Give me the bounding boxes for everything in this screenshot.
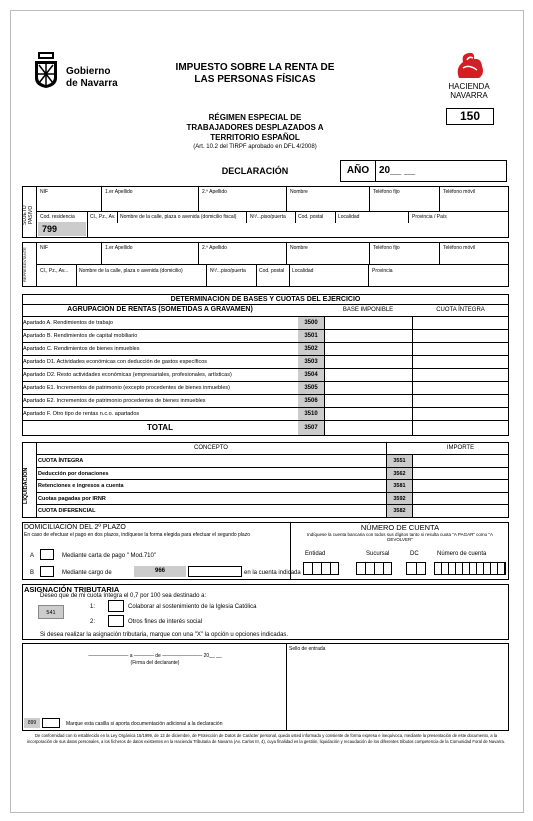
- navarra-coat-of-arms-icon: [33, 52, 59, 88]
- cuenta-entidad-input[interactable]: [303, 562, 339, 575]
- bases-total-label: TOTAL: [147, 423, 173, 432]
- cuenta-dc-input[interactable]: [406, 562, 426, 575]
- bases-row-label: Apartado A. Rendimientos de trabajo: [23, 320, 113, 326]
- base-imponible-input[interactable]: [325, 330, 412, 342]
- bases-row-label: Apartado D2. Resto actividades económicas (empresariales, profesionales, artísticas): [23, 372, 232, 378]
- domiciliacion-opt-b-letter: B: [30, 570, 35, 576]
- asignacion-opt1-text: Colaborar al sostenimiento de la Iglesia Católica: [128, 604, 257, 610]
- firma-line[interactable]: ———————— a ———— de ———————— 20__ __: [88, 653, 222, 659]
- domiciliacion-title: DOMICILIACIÓN DEL 2º PLAZO: [24, 524, 126, 531]
- declaration-label: DECLARACIÓN: [221, 166, 289, 176]
- rep-nombre[interactable]: Nombre: [290, 245, 308, 251]
- liquidacion-row-label: Deducción por donaciones: [38, 470, 109, 477]
- cuota-integra-input[interactable]: [413, 408, 508, 420]
- domiciliacion-opt-a-checkbox[interactable]: [40, 549, 54, 560]
- sujeto-pasivo-side-label: SUJETO PASIVO: [22, 205, 34, 225]
- domiciliacion-opt-a-letter: A: [30, 553, 35, 559]
- bases-col-base: BASE IMPONIBLE: [342, 307, 394, 313]
- sujeto-cod-postal[interactable]: Cod. postal: [298, 214, 324, 220]
- liquidacion-row-label: CUOTA DIFERENCIAL: [38, 508, 96, 515]
- sujeto-tel-movil[interactable]: Teléfono móvil: [443, 189, 475, 195]
- bases-row: [22, 382, 509, 395]
- bases-row-code: 3505: [298, 382, 324, 394]
- sujeto-pasivo-section: [22, 186, 509, 238]
- domiciliacion-opt-b-checkbox[interactable]: [40, 566, 54, 577]
- base-imponible-input[interactable]: [325, 408, 412, 420]
- bases-row: [22, 356, 509, 369]
- bases-row-code: 3510: [298, 408, 324, 420]
- rep-nif[interactable]: NIF: [40, 245, 49, 251]
- bases-title: DETERMINACIÓN DE BASES Y CUOTAS DEL EJERCICIO: [22, 295, 509, 305]
- year-input[interactable]: 20__ __: [375, 160, 507, 182]
- asignacion-opt1-checkbox[interactable]: [108, 600, 124, 612]
- liquidacion-row-code: 3581: [387, 480, 412, 492]
- domiciliacion-opt-b-text: Mediante cargo de: [62, 570, 112, 576]
- domiciliacion-opt-b-suffix: en la cuenta indicada: [244, 570, 301, 576]
- representante-side-label: REPRESENTANTE: [22, 247, 27, 283]
- doc-checkbox[interactable]: [42, 718, 60, 728]
- base-imponible-input[interactable]: [325, 317, 412, 329]
- liquidacion-row: [36, 505, 509, 518]
- bases-row-label: Apartado E1. Incrementos de patrimonio (excepto procedentes de bienes inmuebles): [23, 385, 230, 391]
- sujeto-apellido1[interactable]: 1.er Apellido: [105, 189, 133, 195]
- domiciliacion-amount-input[interactable]: [188, 566, 242, 577]
- doc-code: 899: [24, 718, 40, 728]
- bases-row-label: Apartado B. Rendimientos de capital mobiliario: [23, 333, 138, 339]
- cuota-integra-input[interactable]: [413, 330, 508, 342]
- bases-row: [22, 317, 509, 330]
- sujeto-tel-fijo[interactable]: Teléfono fijo: [373, 189, 400, 195]
- cuenta-sucursal-label: Sucursal: [366, 551, 390, 557]
- base-imponible-input[interactable]: [325, 369, 412, 381]
- bases-row-code: 3500: [298, 317, 324, 329]
- sujeto-cod-residencia: Cod. residencia: [40, 214, 75, 220]
- bases-col-cuota: CUOTA ÍNTEGRA: [436, 307, 485, 313]
- liquidacion-row: [36, 480, 509, 493]
- asignacion-title: ASIGNACIÓN TRIBUTARIA: [24, 585, 120, 594]
- bases-row-code: 3502: [298, 343, 324, 355]
- liquidacion-row-label: Retenciones e ingresos a cuenta: [38, 483, 124, 490]
- hacienda-line1: HACIENDA: [448, 82, 490, 91]
- bases-total-code: 3507: [298, 421, 324, 435]
- asignacion-code: 541: [38, 605, 64, 619]
- sujeto-nombre-calle[interactable]: Nombre de la calle, plaza o avenida (domicilio fiscal): [120, 214, 237, 220]
- base-imponible-input[interactable]: [325, 382, 412, 394]
- bases-row: [22, 343, 509, 356]
- cuota-integra-input[interactable]: [413, 369, 508, 381]
- cuenta-numero-label: Número de cuenta: [437, 551, 487, 557]
- cuenta-sucursal-input[interactable]: [356, 562, 392, 575]
- base-imponible-input[interactable]: [325, 343, 412, 355]
- importe-input[interactable]: [413, 480, 509, 492]
- rep-cod-postal[interactable]: Cod. postal: [259, 268, 285, 274]
- firma-caption: (Firma del declarante): [130, 660, 180, 666]
- rep-provincia[interactable]: Provincia: [372, 268, 393, 274]
- hacienda-logo-icon: [449, 50, 489, 80]
- asignacion-opt1-num: 1:: [90, 604, 96, 610]
- bases-row: [22, 395, 509, 408]
- cuenta-dc-label: DC: [410, 551, 419, 557]
- bases-row-label: Apartado F. Otro tipo de rentas n.c.o. apartados: [23, 411, 140, 417]
- base-imponible-input[interactable]: [325, 356, 412, 368]
- bases-row-code: 3504: [298, 369, 324, 381]
- hacienda-line2: NAVARRA: [450, 91, 488, 100]
- liquidacion-row-code: 3551: [387, 455, 412, 467]
- cuota-integra-input[interactable]: [413, 395, 508, 407]
- liquidacion-row-label: Cuotas pagadas por IRNR: [38, 495, 106, 502]
- rep-cl-pz-av[interactable]: Cl., Pz., Av...: [40, 268, 69, 274]
- cuota-integra-input[interactable]: [413, 382, 508, 394]
- liquidacion-row-code: 3582: [387, 505, 412, 517]
- model-number-box: 150: [446, 108, 494, 125]
- importe-input[interactable]: [413, 468, 509, 480]
- sujeto-apellido2[interactable]: 2.º Apellido: [202, 189, 227, 195]
- sujeto-nombre[interactable]: Nombre: [290, 189, 308, 195]
- sujeto-num-piso[interactable]: Nº/...piso/puerta: [250, 214, 286, 220]
- domiciliacion-opt-b-code: 966: [134, 566, 186, 577]
- domiciliacion-opt-a-text: Mediante carta de pago " Mod.710": [62, 553, 156, 559]
- cuota-integra-input[interactable]: [413, 356, 508, 368]
- sujeto-localidad[interactable]: Localidad: [338, 214, 360, 220]
- liquidacion-col-concepto: CONCEPTO: [194, 445, 228, 451]
- bases-row-code: 3503: [298, 356, 324, 368]
- liquidacion-row: [36, 493, 509, 506]
- rep-tel-fijo[interactable]: Teléfono fijo: [373, 245, 400, 251]
- bases-row-code: 3506: [298, 395, 324, 407]
- cuota-integra-input[interactable]: [413, 317, 508, 329]
- domiciliacion-text: En caso de efectuar el pago en dos plazos, indíquese la forma elegida para efectuar el segundo plazo: [24, 532, 250, 538]
- regime-line1: RÉGIMEN ESPECIAL DE: [208, 113, 302, 122]
- gobierno-line1: Gobierno: [66, 66, 111, 77]
- gobierno-line2: de Navarra: [66, 78, 118, 89]
- rep-nombre-calle[interactable]: Nombre de la calle, plaza o avenida (domicilio): [79, 268, 183, 274]
- form-title-line2: LAS PERSONAS FÍSICAS: [194, 74, 316, 85]
- rep-num-piso[interactable]: Nº/...piso/puerta: [210, 268, 246, 274]
- asignacion-opt2-checkbox[interactable]: [108, 615, 124, 627]
- importe-input[interactable]: [413, 505, 509, 517]
- regime-line3: TERRITORIO ESPAÑOL: [210, 133, 300, 142]
- bases-row: [22, 369, 509, 382]
- cuenta-entidad-label: Entidad: [305, 551, 326, 557]
- liquidacion-side-label: LIQUIDACIÓN: [23, 467, 29, 505]
- sello-entrada-label: Sello de entrada: [289, 646, 326, 652]
- rep-tel-movil[interactable]: Teléfono móvil: [443, 245, 475, 251]
- regime-reference: (Art. 10.2 del TIRPF aprobado en DFL 4/2008): [193, 144, 317, 150]
- cuenta-text: Indíquese la cuenta bancaria con todos sus dígitos tanto si resulta cuota "A PAGAR" como "A DEVOLVER": [306, 532, 494, 542]
- rep-localidad[interactable]: Localidad: [292, 268, 314, 274]
- form-title-line1: IMPUESTO SOBRE LA RENTA DE: [175, 62, 335, 73]
- asignacion-opt2-text: Otros fines de interés social: [128, 619, 203, 625]
- year-label: AÑO: [340, 160, 376, 182]
- base-imponible-input[interactable]: [325, 395, 412, 407]
- rep-apellido1[interactable]: 1.er Apellido: [105, 245, 133, 251]
- sujeto-nif[interactable]: NIF: [40, 189, 49, 195]
- asignacion-note: Si desea realizar la asignación tributaria, marque con una "X" la opción u opciones indicadas.: [40, 632, 289, 638]
- bases-row-label: Apartado E2. Incrementos de patrimonio procedentes de bienes inmuebles: [23, 398, 206, 404]
- bases-row-label: Apartado D1. Actividades económicas con deducción de gastos específicos: [23, 359, 208, 365]
- regime-line2: TRABAJADORES DESPLAZADOS A: [186, 123, 324, 132]
- cuota-integra-input[interactable]: [413, 343, 508, 355]
- asignacion-text: Deseo que de mi cuota íntegra el 0,7 por 100 sea destinado a:: [40, 593, 207, 599]
- bases-row-code: 3501: [298, 330, 324, 342]
- liquidacion-row-code: 3562: [387, 468, 412, 480]
- sujeto-code-799: 799: [38, 222, 86, 236]
- asignacion-opt2-num: 2:: [90, 619, 96, 625]
- bases-row: [22, 330, 509, 343]
- cuenta-numero-input[interactable]: [434, 562, 506, 575]
- bases-col-agrup: AGRUPACIÓN DE RENTAS (SOMETIDAS A GRAVAMEN): [67, 306, 253, 313]
- sujeto-cl-pz-av[interactable]: Cl., Pz., Av.: [90, 214, 116, 220]
- cuenta-title: NÚMERO DE CUENTA: [360, 523, 440, 532]
- bases-row: [22, 408, 509, 421]
- bases-row-label: Apartado C. Rendimientos de bienes inmuebles: [23, 346, 140, 352]
- liquidacion-col-importe: IMPORTE: [446, 445, 475, 451]
- liquidacion-row: [36, 455, 509, 468]
- liquidacion-row: [36, 468, 509, 481]
- importe-input[interactable]: [413, 455, 509, 467]
- rep-apellido2[interactable]: 2.º Apellido: [202, 245, 227, 251]
- importe-input[interactable]: [413, 493, 509, 505]
- sujeto-provincia[interactable]: Provincia / País: [412, 214, 447, 220]
- legal-text: De conformidad con lo establecido en la Ley Orgánica 15/1999, de 13 de diciembre, de Protección de Datos de Carácter personal, queda usted informado y consiente de forma expresa e inequívoca, mediante la presentación de este documento, a la incorporación de sus datos personales, a los ficheros de datos existentes en la Hacienda Tributaria de Navarra (Av. Carlos III, 4), cuya finalidad es la gestión, liquidación y recaudación de los diferentes tributos competencia de la Comunidad Foral de Navarra.: [27, 733, 505, 744]
- liquidacion-row-code: 3592: [387, 493, 412, 505]
- liquidacion-row-label: CUOTA ÍNTEGRA: [38, 458, 84, 464]
- doc-text: Marque esta casilla si aporta documentación adicional a la declaración: [66, 721, 223, 727]
